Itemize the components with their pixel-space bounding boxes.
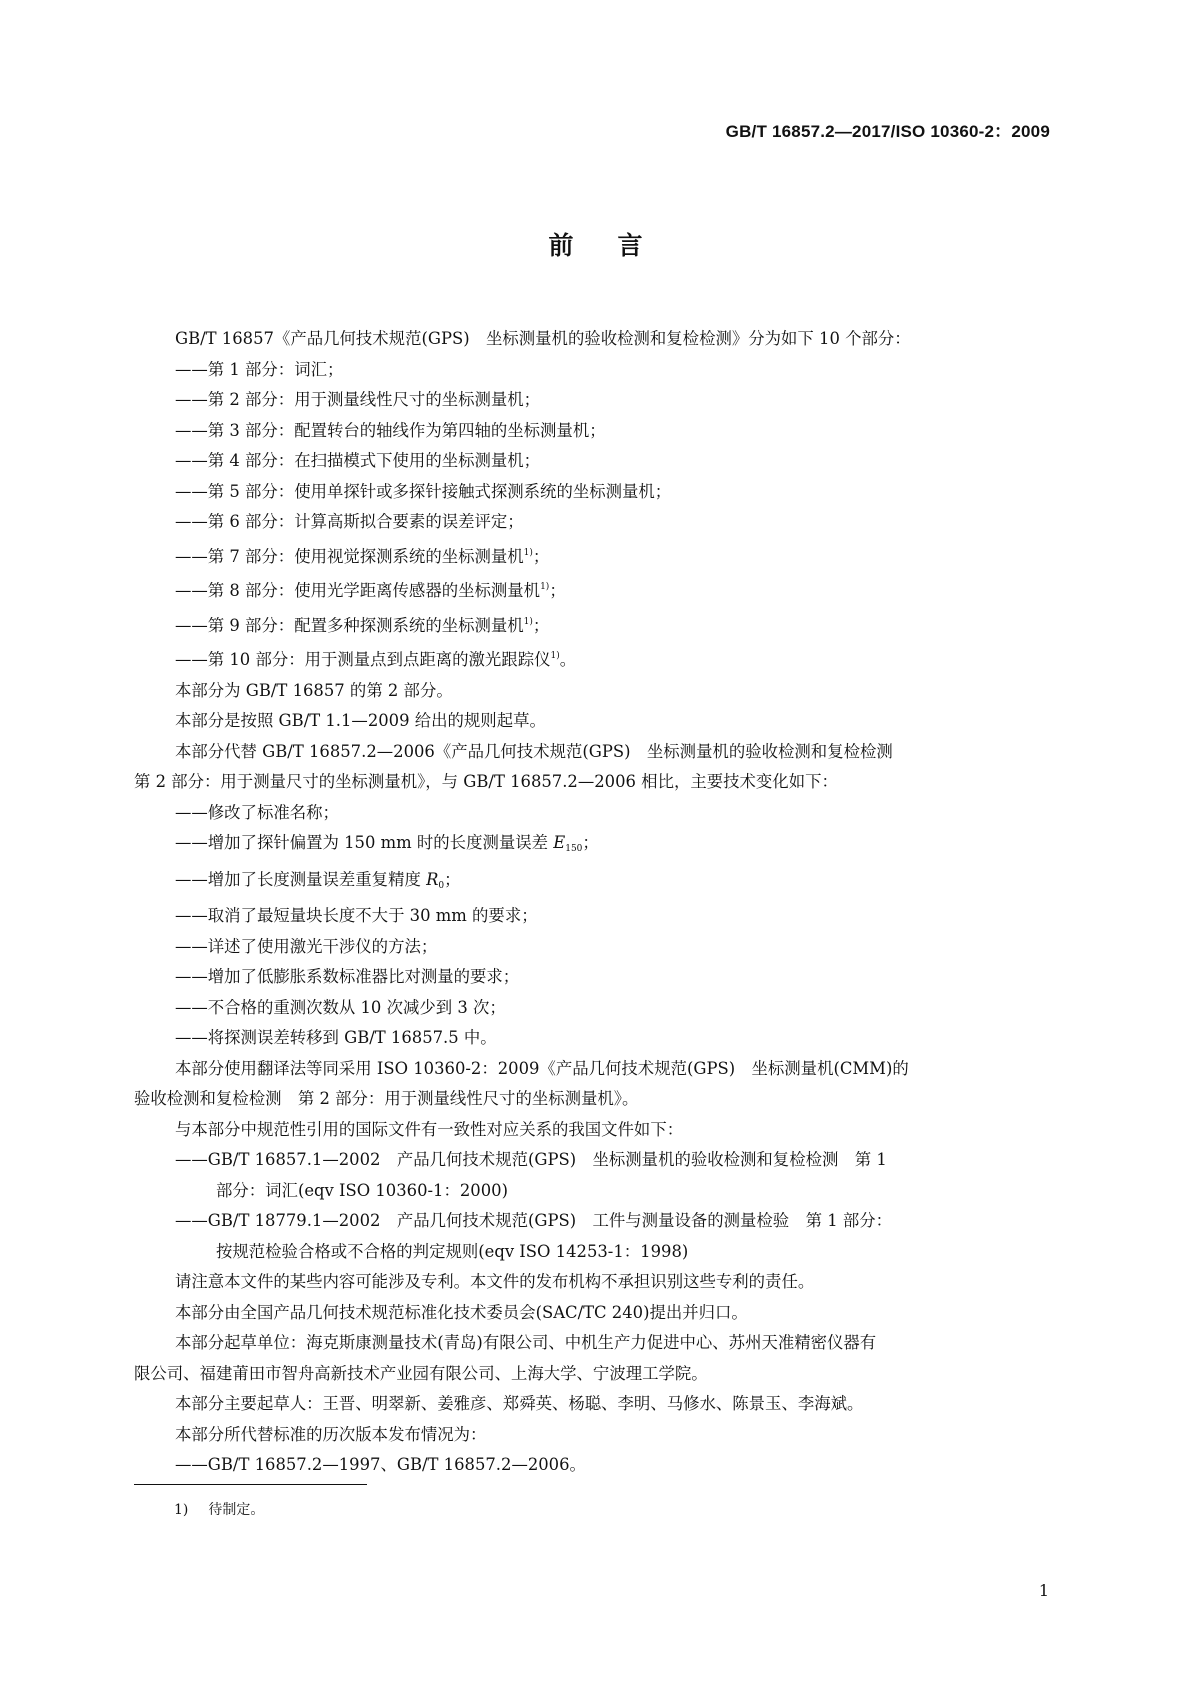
part-item: ——第 4 部分：在扫描模式下使用的坐标测量机；	[175, 451, 541, 470]
footnote-divider	[134, 1484, 367, 1485]
math-symbol: R	[426, 869, 439, 889]
standard-code-header: GB/T 16857.2—2017/ISO 10360-2：2009	[725, 122, 1050, 141]
punctuation: ；	[532, 615, 550, 635]
change-item	[134, 828, 1052, 865]
footnote-reference: 1)	[550, 651, 560, 661]
part-item-text: ——第 10 部分：用于测量点到点距离的激光跟踪仪	[175, 650, 551, 669]
reference-item-line2: 部分：词汇(eqv ISO 10360-1：2000)	[216, 1180, 508, 1200]
part-item: ——第 6 部分：计算高斯拟合要素的误差评定；	[175, 512, 524, 531]
part-item	[134, 572, 1052, 607]
drafting-units-line2: 限公司、福建莆田市智舟高新技术产业园有限公司、上海大学、宁波理工学院。	[134, 1363, 708, 1383]
part-item	[134, 641, 1052, 676]
drafters-paragraph: 本部分主要起草人：王晋、明翠新、姜雅彦、郑舜英、杨聪、李明、马修水、陈景玉、李海斌。	[175, 1394, 864, 1413]
change-item-text: ——增加了探针偏置为 150 mm 时的长度测量误差	[175, 833, 554, 852]
footnote-reference: 1)	[523, 616, 533, 627]
history-paragraph: 本部分所代替标准的历次版本发布情况为：	[175, 1424, 487, 1444]
punctuation: ；	[532, 546, 550, 566]
translation-paragraph-line2: 验收检测和复检检测 第 2 部分：用于测量线性尺寸的坐标测量机》。	[134, 1089, 639, 1108]
footnote-reference: 1)	[523, 547, 533, 558]
footnote-reference: 1)	[540, 582, 550, 592]
intro-paragraph: GB/T 16857《产品几何技术规范(GPS) 坐标测量机的验收检测和复检检测》分为如下 10 个部分：	[175, 329, 911, 348]
reference-item-line1: ——GB/T 18779.1—2002 产品几何技术规范(GPS) 工件与测量设备的测量检验 第 1 部分：	[175, 1211, 893, 1230]
part-item: ——第 2 部分：用于测量线性尺寸的坐标测量机；	[175, 390, 541, 409]
math-subscript: 0	[438, 880, 445, 891]
drafting-rules-paragraph: 本部分是按照 GB/T 1.1—2009 给出的规则起草。	[175, 711, 546, 730]
change-item-text: ——增加了长度测量误差重复精度	[175, 869, 427, 889]
history-item: ——GB/T 16857.2—1997、GB/T 16857.2—2006。	[175, 1455, 586, 1474]
page-number: 1	[1038, 1581, 1049, 1600]
patent-notice: 请注意本文件的某些内容可能涉及专利。本文件的发布机构不承担识别这些专利的责任。	[175, 1272, 815, 1291]
change-item: ——不合格的重测次数从 10 次减少到 3 次；	[175, 997, 506, 1017]
reference-item-line2: 按规范检验合格或不合格的判定规则(eqv ISO 14253-1：1998)	[216, 1241, 689, 1261]
punctuation: ；	[444, 869, 461, 889]
punctuation: ；	[582, 833, 599, 852]
part-item: ——第 1 部分：词汇；	[175, 359, 344, 379]
math-symbol: E	[553, 833, 566, 852]
change-item: ——将探测误差转移到 GB/T 16857.5 中。	[175, 1028, 497, 1047]
footnote-text: 待制定。	[208, 1502, 265, 1518]
change-item: ——取消了最短量块长度不大于 30 mm 的要求；	[175, 906, 538, 925]
reference-item-line1: ——GB/T 16857.1—2002 产品几何技术规范(GPS) 坐标测量机的验收检测和复检检测 第 1	[175, 1150, 887, 1169]
part-item: ——第 5 部分：使用单探针或多探针接触式探测系统的坐标测量机；	[175, 481, 672, 501]
punctuation: 。	[559, 650, 577, 669]
change-item	[134, 865, 1052, 902]
replaces-paragraph-line1: 本部分代替 GB/T 16857.2—2006《产品几何技术规范(GPS) 坐标测量机的验收检测和复检检测	[175, 741, 893, 761]
part-item-text: ——第 9 部分：配置多种探测系统的坐标测量机	[175, 615, 524, 635]
part-of-paragraph: 本部分为 GB/T 16857 的第 2 部分。	[175, 680, 453, 700]
part-item: ——第 3 部分：配置转台的轴线作为第四轴的坐标测量机；	[175, 420, 606, 440]
punctuation: ；	[549, 581, 566, 600]
translation-paragraph-line1: 本部分使用翻译法等同采用 ISO 10360-2：2009《产品几何技术规范(GPS) 坐标测量机(CMM)的	[175, 1058, 909, 1078]
page-title: 前言	[548, 231, 687, 260]
change-item: ——修改了标准名称；	[175, 802, 339, 822]
change-item: ——详述了使用激光干涉仪的方法；	[175, 936, 438, 956]
footnote	[174, 1499, 284, 1519]
proposed-by-paragraph: 本部分由全国产品几何技术规范标准化技术委员会(SAC/TC 240)提出并归口。	[175, 1302, 748, 1322]
part-item-text: ——第 7 部分：使用视觉探测系统的坐标测量机	[175, 546, 524, 566]
part-item	[134, 538, 1052, 573]
foreword-body	[134, 324, 1052, 1481]
part-item	[134, 607, 1052, 642]
correspondence-paragraph: 与本部分中规范性引用的国际文件有一致性对应关系的我国文件如下：	[175, 1119, 684, 1139]
math-subscript: 150	[565, 844, 583, 854]
footnote-marker: 1)	[174, 1502, 189, 1518]
part-item-text: ——第 8 部分：使用光学距离传感器的坐标测量机	[175, 581, 541, 600]
drafting-units-line1: 本部分起草单位：海克斯康测量技术(青岛)有限公司、中机生产力促进中心、苏州天准精密仪器有	[175, 1333, 877, 1352]
replaces-paragraph-line2: 第 2 部分：用于测量尺寸的坐标测量机》，与 GB/T 16857.2—2006 相比，主要技术变化如下：	[134, 772, 838, 791]
change-item: ——增加了低膨胀系数标准器比对测量的要求；	[175, 967, 520, 986]
